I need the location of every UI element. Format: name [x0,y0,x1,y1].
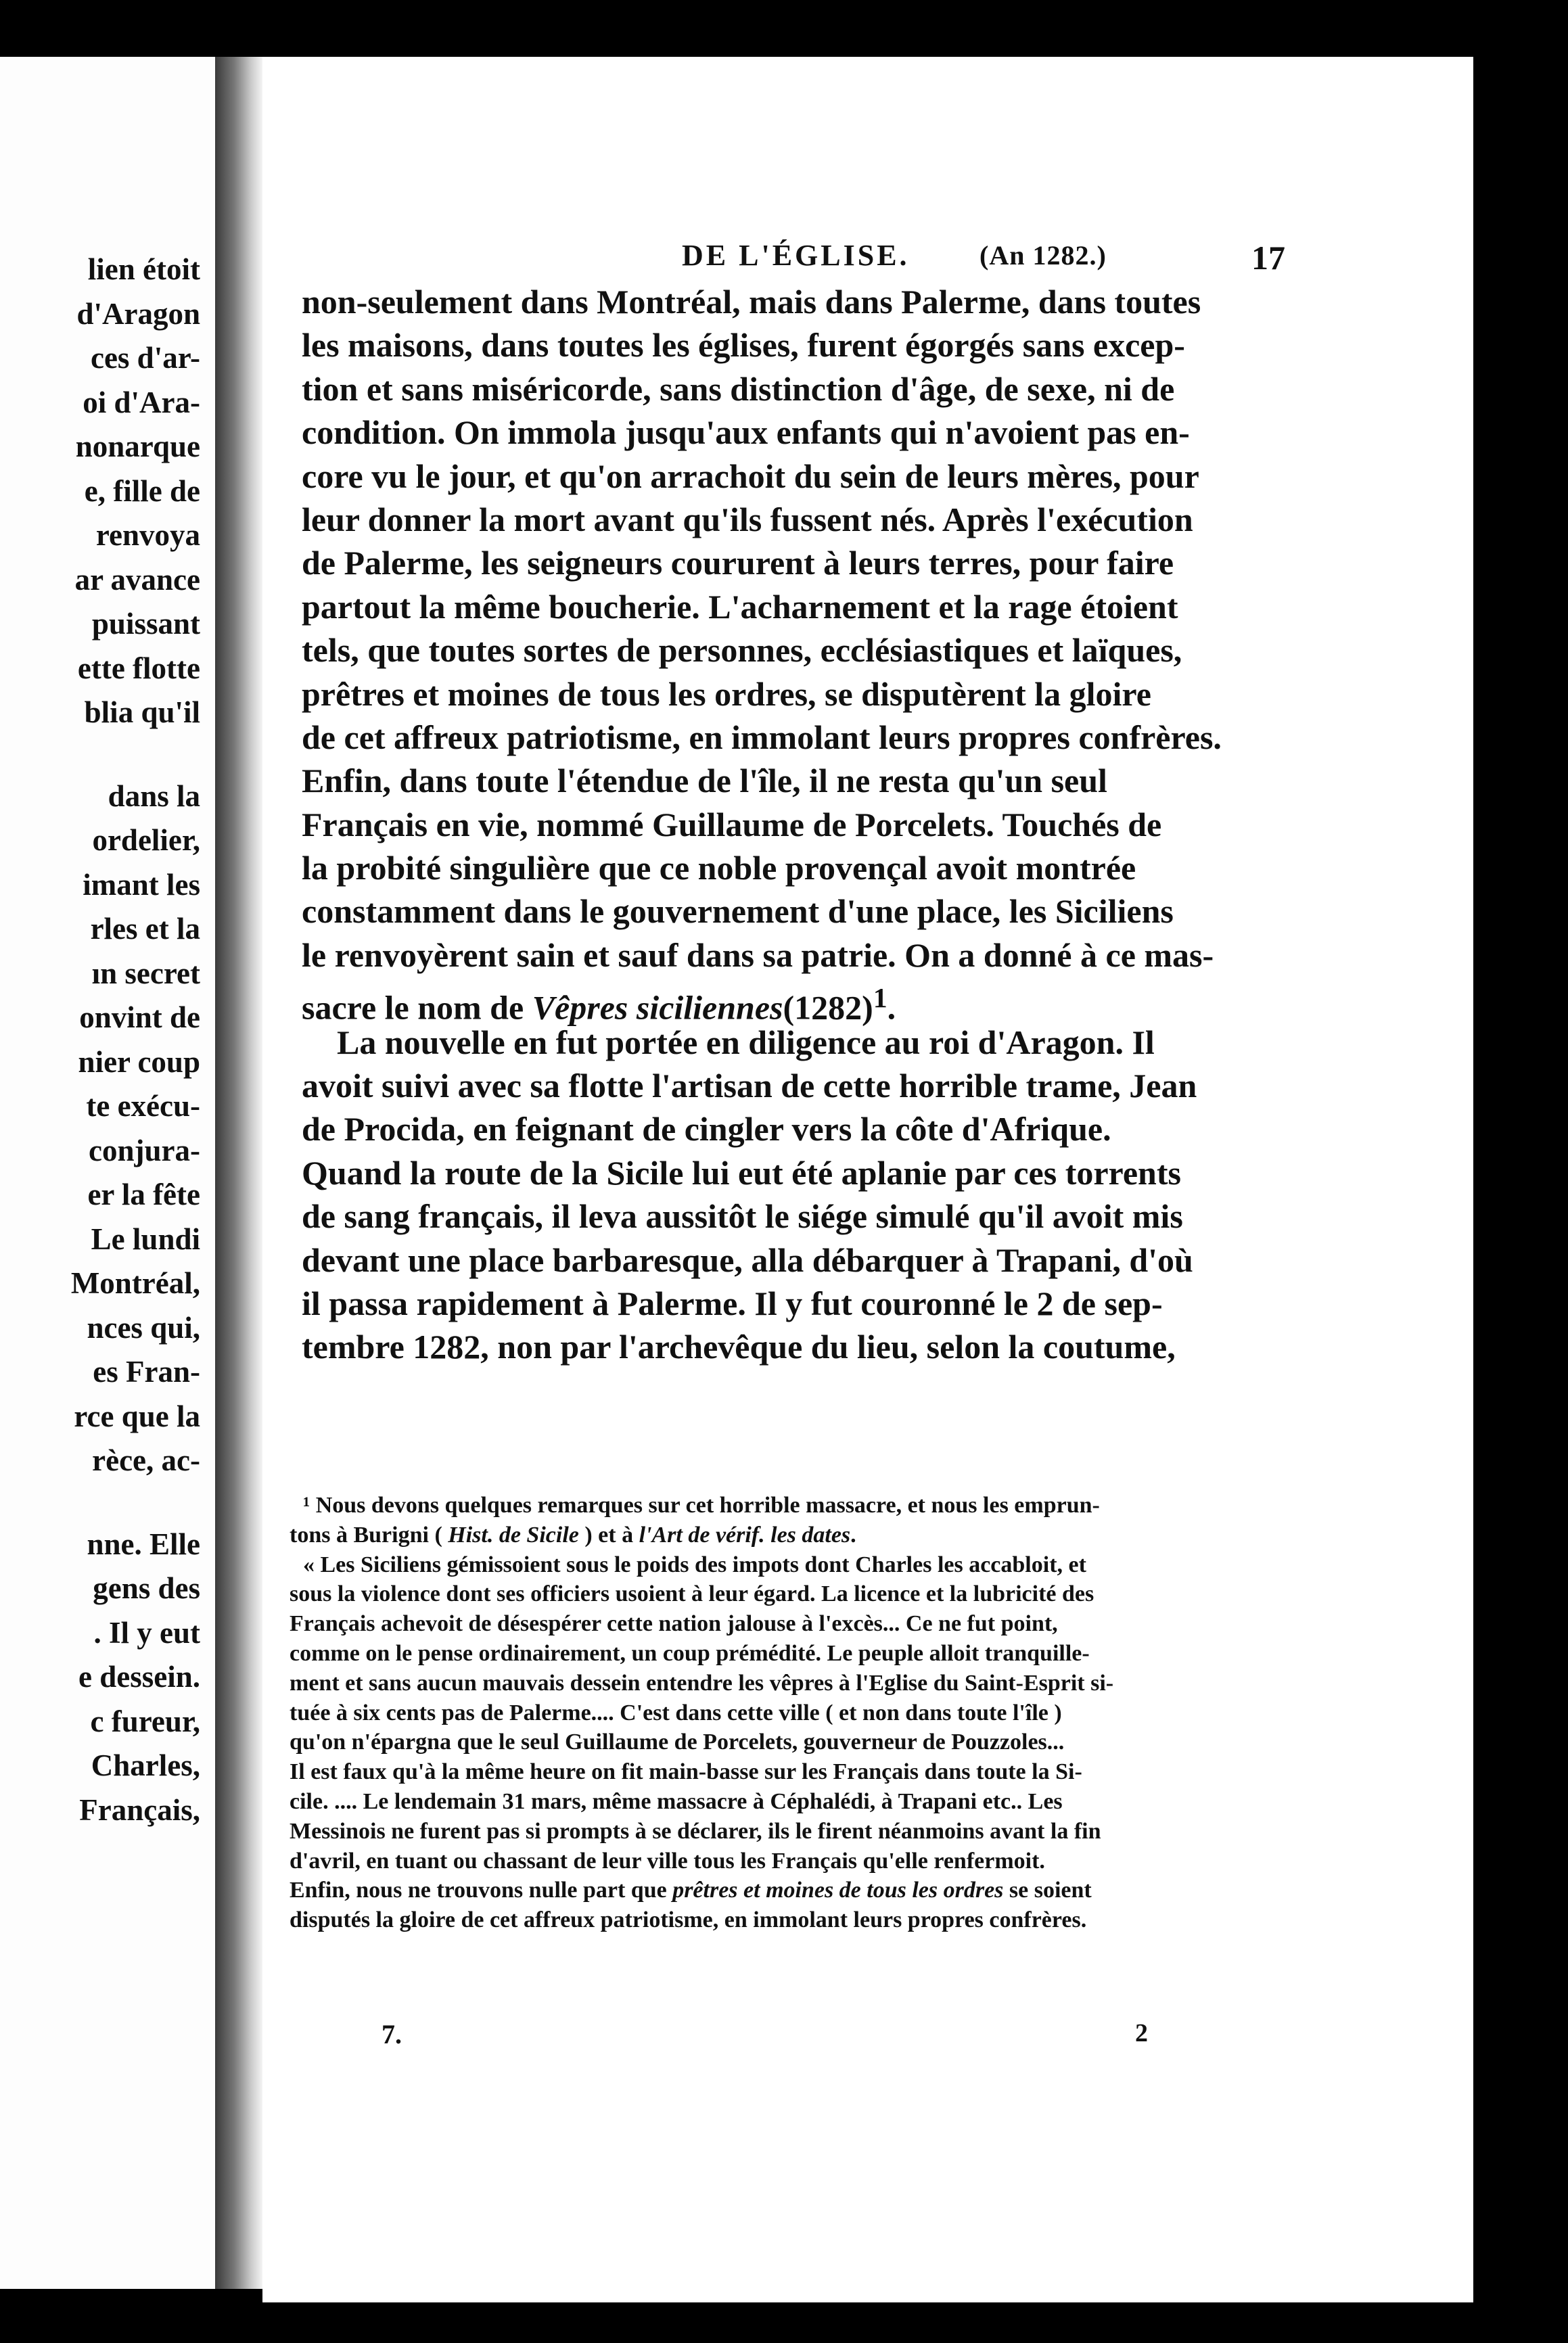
text-line: avoit suivi avec sa flotte l'artisan de cette horrible trame, Jean [302,1067,1197,1105]
left-line: dans la [108,779,200,813]
text-line: prêtres et moines de tous les ordres, se disputèrent la gloire [302,674,1151,713]
sentence-period: . [887,988,896,1027]
left-line: nier coup [78,1044,200,1079]
footnote-line: tuée à six cents pas de Palerme.... C'est dans cette ville ( et non dans toute l'île ) [290,1700,1062,1725]
vespers-title: Vêpres siciliennes [532,988,783,1027]
left-line: ın secret [91,956,200,990]
signature-mark: 7. [382,2019,402,2049]
text-line: leur donner la mort avant qu'ils fussent nés. Après l'exécution [302,500,1193,538]
left-line: renvoya [95,518,200,552]
text-line: de Palerme, les seigneurs coururent à leurs terres, pour faire [302,544,1174,582]
left-line: e, fille de [84,473,200,508]
vespers-year: (1282) [783,988,873,1027]
running-title: DE L'ÉGLISE. [682,239,910,272]
footnote-line: cile. .... Le lendemain 31 mars, même massacre à Céphalédi, à Trapani etc.. Les [290,1788,1063,1814]
text-line: de cet affreux patriotisme, en immolant leurs propres confrères. [302,718,1222,756]
left-line: c fureur, [90,1704,200,1738]
footnote-line: disputés la gloire de cet affreux patriotisme, en immolant leurs propres confrères. [290,1907,1087,1933]
left-line: te exécu- [86,1089,200,1123]
footnote-line: ment et sans aucun mauvais dessein entendre les vêpres à l'Eglise du Saint-Esprit si- [290,1670,1114,1696]
footnote-fragment: se soient [1003,1878,1092,1903]
text-line: le renvoyèrent sain et sauf dans sa patrie. On a donné à ce mas- [302,935,1214,974]
text-line-vespers [302,977,1289,1027]
footnote-line: d'avril, en tuant ou chassant de leur ville tous les Français qu'elle renfermoit. [290,1848,1045,1874]
footnote-line: Il est faux qu'à la même heure on fit main-basse sur les Français dans toute la Si- [290,1759,1082,1785]
text-line: tels, que toutes sortes de personnes, ecclésiastiques et laïques, [302,631,1182,670]
left-line: imant les [83,867,200,902]
footnote-line: Messinois ne furent pas si prompts à se déclarer, ils le firent néanmoins avant la fin [290,1818,1101,1844]
left-line: Français, [79,1792,200,1827]
left-line: e dessein. [78,1660,200,1694]
text-line: Enfin, dans toute l'étendue de l'île, il ne resta qu'un seul [302,762,1107,800]
left-line: oi d'Ara- [83,385,200,419]
footnote-line: ¹ Nous devons quelques remarques sur cet horrible massacre, et nous les emprun- [303,1493,1100,1518]
text-line: tion et sans miséricorde, sans distinction d'âge, de sexe, ni de [302,369,1175,408]
footnote-fragment: Enfin, nous ne trouvons nulle part que [290,1878,673,1903]
left-line: lien étoit [87,252,200,286]
footnote-reference: 1 [873,983,887,1015]
text-fragment: sacre le nom de [302,988,532,1027]
left-line: ar avance [74,562,200,597]
text-line: de Procida, en feignant de cingler vers la côte d'Afrique. [302,1110,1111,1149]
text-line: Quand la route de la Sicile lui eut été aplanie par ces torrents [302,1153,1181,1192]
left-line: nne. Elle [87,1527,200,1561]
text-line: constamment dans le gouvernement d'une place, les Siciliens [302,892,1174,931]
left-line: rèce, ac- [92,1443,200,1477]
footnote-fragment: . [850,1522,856,1548]
left-line: Le lundi [91,1222,200,1256]
footnote-line-pretres [290,1876,1284,1905]
left-paragraph-gap [0,735,200,774]
footnote-line: « Les Siciliens gémissoient sous le poids des impots dont Charles les accabloit, et [303,1552,1086,1577]
page-number: 17 [1251,239,1285,277]
text-line: La nouvelle en fut portée en diligence au roi d'Aragon. Il [337,1023,1155,1061]
footnotes [290,1491,1284,1935]
book-gutter [215,57,262,2289]
footnote-line-burigni [290,1521,1284,1550]
footnote-line: qu'on n'épargna que le seul Guillaume de Porcelets, gouverneur de Pouzzoles... [290,1730,1065,1755]
running-year: (An 1282.) [979,240,1107,271]
text-line: condition. On immola jusqu'aux enfants qui n'avoient pas en- [302,413,1190,452]
text-line: non-seulement dans Montréal, mais dans Palerme, dans toutes [302,283,1201,321]
running-head [262,238,1473,279]
text-line: core vu le jour, et qu'on arrachoit du sein de leurs mères, pour [302,457,1199,495]
footnote-italic-phrase: prêtres et moines de tous les ordres [672,1878,1004,1903]
left-line: onvint de [79,1000,200,1034]
text-line: les maisons, dans toutes les églises, furent égorgés sans excep- [302,326,1185,365]
footnote-line: comme on le pense ordinairement, un coup prémédité. Le peuple alloit tranquille- [290,1640,1090,1666]
left-line: ette flotte [77,651,200,685]
main-text [302,280,1289,1369]
left-line: nces qui, [87,1310,200,1345]
footnote-line: Français achevoit de désespérer cette nation jalouse à l'excès... Ce ne fut point, [290,1611,1058,1637]
right-page [262,57,1473,2302]
left-page-text [0,248,200,1832]
text-line: partout la même boucherie. L'acharnement et la rage étoient [302,587,1178,626]
text-line: la probité singulière que ce noble provençal avoit montrée [302,849,1136,887]
footnote-work-title: l'Art de vérif. les dates [639,1522,851,1548]
left-line: ces d'ar- [90,341,200,375]
left-line: puissant [91,607,200,641]
left-line: blia qu'il [84,695,200,729]
text-line: tembre 1282, non par l'archevêque du lieu, selon la coutume, [302,1328,1176,1366]
left-line: gens des [93,1571,200,1605]
left-line: conjura- [89,1133,200,1167]
left-line: Charles, [91,1748,200,1782]
footnote-fragment: ) et à [578,1522,639,1548]
text-line: de sang français, il leva aussitôt le siége simulé qu'il avoit mis [302,1197,1183,1236]
text-line: devant une place barbaresque, alla débarquer à Trapani, d'où [302,1240,1193,1279]
left-line: es Fran- [93,1355,200,1389]
left-line: rles et la [90,912,200,946]
text-line: Français en vie, nommé Guillaume de Porcelets. Touchés de [302,805,1162,843]
left-line: . Il y eut [93,1615,200,1650]
footnote-fragment: tons à Burigni ( [290,1522,448,1548]
footnote-work-title: Hist. de Sicile [448,1522,579,1548]
text-line: il passa rapidement à Palerme. Il y fut couronné le 2 de sep- [302,1284,1163,1322]
left-line: d'Aragon [76,296,200,331]
left-line: ordelier, [92,823,200,857]
left-facing-page [0,57,215,2289]
left-line: rce que la [74,1399,200,1433]
left-paragraph-gap [0,1483,200,1523]
left-line: nonarque [75,430,200,463]
quire-mark: 2 [1135,2019,1148,2047]
left-line: Montréal, [70,1266,200,1300]
footnote-line: sous la violence dont ses officiers usoient à leur égard. La licence et la lubricité des [290,1581,1094,1607]
left-line: er la fête [87,1178,200,1211]
